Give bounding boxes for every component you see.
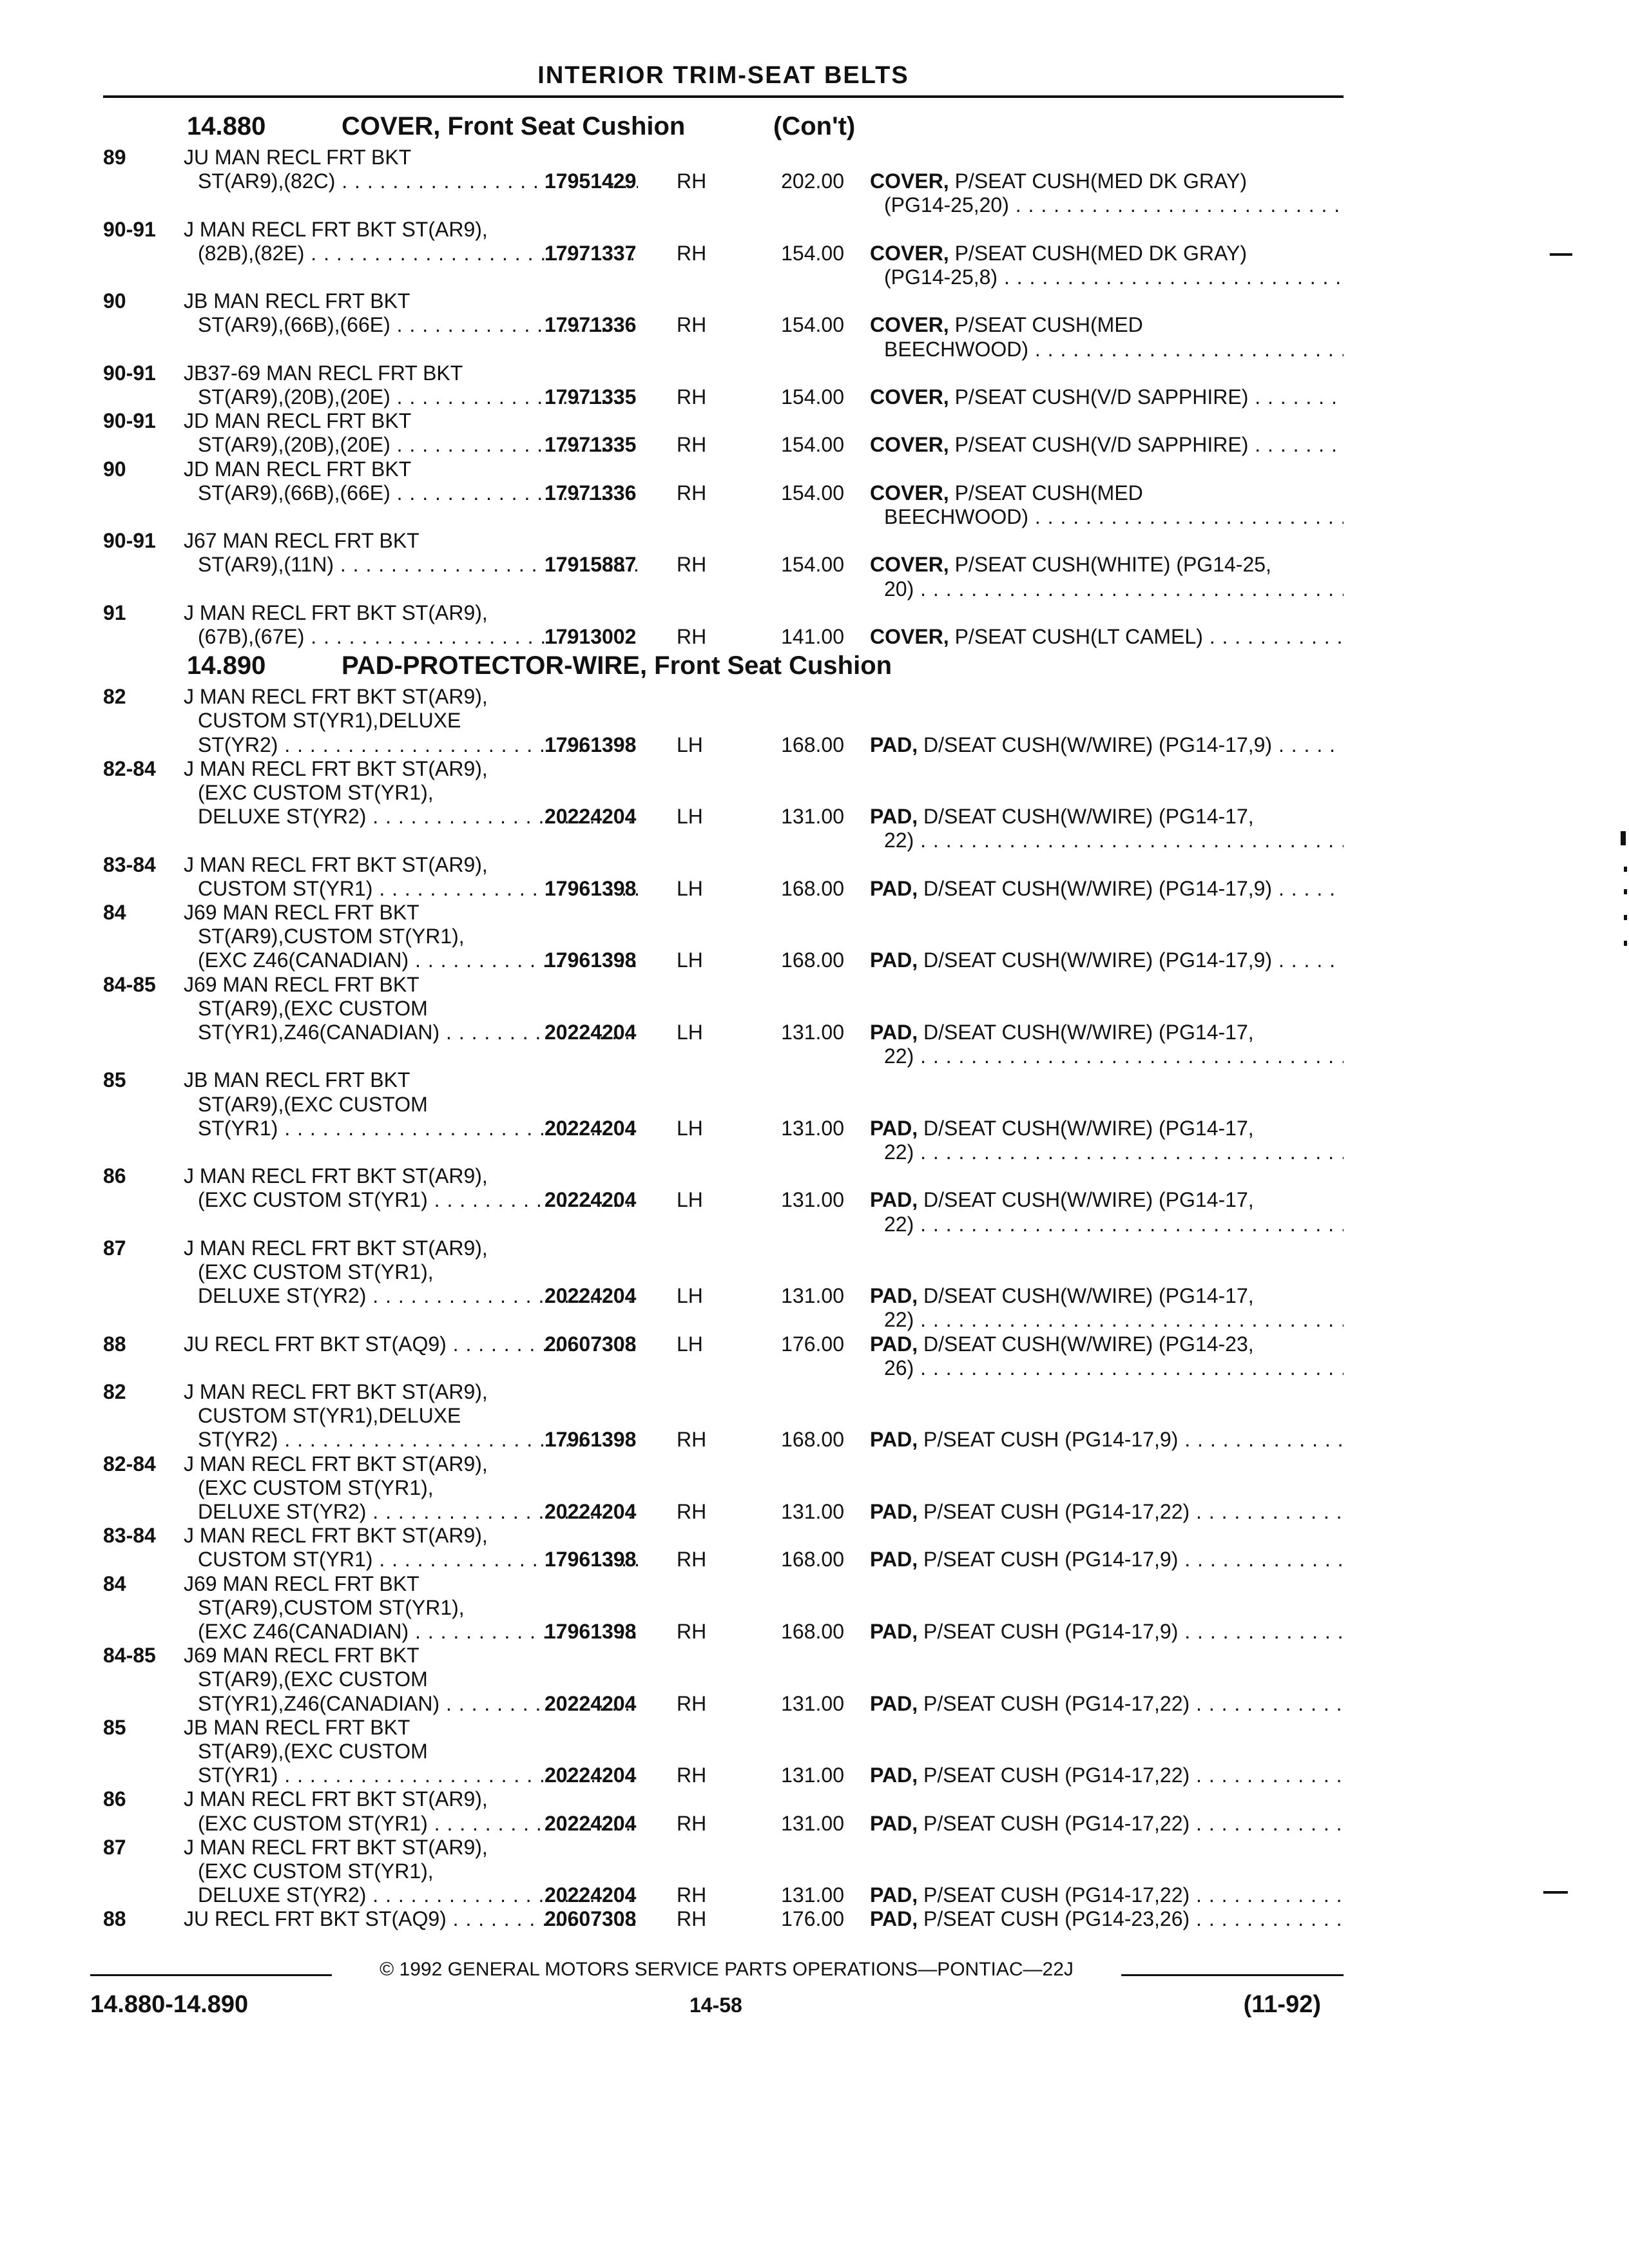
catalog-entry <box>103 1836 1344 1908</box>
side-indicator: LH <box>677 876 703 900</box>
side-indicator: RH <box>677 1620 707 1644</box>
part-description: PAD, P/SEAT CUSH (PG14-17,9) . . . <box>870 1548 1344 1571</box>
part-description: 20) . . . <box>870 577 1344 601</box>
model-description: ST(AR9),(EXC CUSTOM <box>198 1667 428 1691</box>
catalog-entry <box>103 973 1344 1069</box>
model-description: ST(YR2) . . . <box>184 733 638 757</box>
model-years: 84-85 <box>103 1644 156 1667</box>
catalog-entry <box>103 1380 1344 1452</box>
side-indicator: LH <box>677 1284 703 1308</box>
part-number: 17961398 <box>545 1548 637 1571</box>
part-description: PAD, D/SEAT CUSH(W/WIRE) (PG14-17,9) . . . <box>870 877 1344 901</box>
catalog-entry <box>103 1787 1344 1835</box>
list-price: 141.00 <box>781 624 844 648</box>
list-price: 168.00 <box>781 1548 844 1571</box>
catalog-entry <box>103 218 1344 290</box>
section-heading <box>103 649 1344 685</box>
page-title: INTERIOR TRIM-SEAT BELTS <box>537 62 909 89</box>
model-description: J MAN RECL FRT BKT ST(AR9), <box>184 685 488 709</box>
model-description: J MAN RECL FRT BKT ST(AR9), <box>184 1380 488 1403</box>
section-continued: (Con't) <box>773 112 856 140</box>
model-description: CUSTOM ST(YR1),DELUXE <box>198 709 461 733</box>
model-description: ST(AR9),(20B),(20E) . . . <box>184 385 638 409</box>
side-indicator: RH <box>677 241 707 265</box>
part-description: BEECHWOOD) . . . <box>870 505 1344 529</box>
model-description: J MAN RECL FRT BKT ST(AR9), <box>184 1524 488 1548</box>
part-number: 17913002 <box>545 624 637 648</box>
catalog-entry <box>103 409 1344 457</box>
side-indicator: RH <box>677 1500 707 1523</box>
list-price: 168.00 <box>781 876 844 900</box>
model-description: JU RECL FRT BKT ST(AQ9) . . . <box>184 1332 638 1356</box>
catalog-entry <box>103 1164 1344 1236</box>
model-description: JU MAN RECL FRT BKT <box>184 146 412 169</box>
list-price: 131.00 <box>781 1188 844 1212</box>
list-price: 154.00 <box>781 241 844 265</box>
model-description: ST(YR1) . . . <box>184 1117 638 1140</box>
part-number: 17971336 <box>545 481 637 505</box>
part-number: 20224204 <box>545 1763 637 1787</box>
model-description: J67 MAN RECL FRT BKT <box>184 529 419 553</box>
catalog-entry <box>103 1524 1344 1571</box>
model-description: ST(YR1),Z46(CANADIAN) . . . <box>184 1021 638 1044</box>
side-indicator: RH <box>677 169 707 193</box>
part-description: PAD, P/SEAT CUSH (PG14-17,22) . . . <box>870 1500 1344 1524</box>
model-years: 85 <box>103 1068 126 1092</box>
part-description: PAD, P/SEAT CUSH (PG14-17,9) . . . <box>870 1620 1344 1644</box>
model-description: JD MAN RECL FRT BKT <box>184 409 412 433</box>
model-description: J MAN RECL FRT BKT ST(AR9), <box>184 1164 488 1188</box>
part-description: COVER, P/SEAT CUSH(WHITE) (PG14-25, <box>870 553 1271 577</box>
model-description: CUSTOM ST(YR1),DELUXE <box>198 1404 461 1428</box>
model-years: 84-85 <box>103 972 156 996</box>
model-description: J MAN RECL FRT BKT ST(AR9), <box>184 1452 488 1475</box>
side-indicator: RH <box>677 481 707 505</box>
catalog-entry <box>103 1332 1344 1380</box>
catalog-entry <box>103 901 1344 973</box>
catalog-entry <box>103 853 1344 901</box>
model-description: JB MAN RECL FRT BKT <box>184 289 410 313</box>
side-indicator: LH <box>677 948 703 972</box>
part-description: PAD, D/SEAT CUSH(W/WIRE) (PG14-23, <box>870 1332 1254 1356</box>
part-description: PAD, D/SEAT CUSH(W/WIRE) (PG14-17, <box>870 1116 1254 1140</box>
part-description: BEECHWOOD) . . . <box>870 338 1344 361</box>
section-number: 14.890 <box>187 651 266 680</box>
model-years: 90-91 <box>103 529 156 553</box>
catalog-entry <box>103 457 1344 530</box>
margin-mark <box>1624 941 1627 946</box>
catalog-entry <box>103 1572 1344 1644</box>
list-price: 154.00 <box>781 433 844 457</box>
part-description: COVER, P/SEAT CUSH(MED <box>870 481 1143 505</box>
model-years: 82-84 <box>103 756 156 780</box>
list-price: 168.00 <box>781 1428 844 1452</box>
part-description: PAD, P/SEAT CUSH (PG14-23,26) . . . <box>870 1907 1344 1931</box>
parts-catalog <box>103 110 1344 1932</box>
part-description: 22) . . . <box>870 1308 1344 1332</box>
section-name: COVER, Front Seat Cushion <box>342 112 686 140</box>
model-description: (EXC CUSTOM ST(YR1) . . . <box>184 1812 638 1836</box>
footer-rule-left <box>90 1974 332 1976</box>
list-price: 131.00 <box>781 1811 844 1835</box>
footer-rule-right <box>1121 1974 1344 1976</box>
part-description: COVER, P/SEAT CUSH(V/D SAPPHIRE) . . . <box>870 385 1344 409</box>
part-description: COVER, P/SEAT CUSH(LT CAMEL) . . . <box>870 625 1344 649</box>
model-description: DELUXE ST(YR2) . . . <box>184 1500 638 1524</box>
model-description: J MAN RECL FRT BKT ST(AR9), <box>184 1835 488 1859</box>
catalog-entry <box>103 1068 1344 1164</box>
part-number: 20224204 <box>545 1188 637 1212</box>
part-description: (PG14-25,20) . . . <box>870 193 1344 217</box>
catalog-entry <box>103 289 1344 361</box>
side-indicator: RH <box>677 553 707 577</box>
model-years: 89 <box>103 146 126 169</box>
model-description: ST(AR9),(11N) . . . <box>184 553 638 577</box>
catalog-entry <box>103 1716 1344 1788</box>
model-years: 90 <box>103 457 126 481</box>
part-description: 22) . . . <box>870 1140 1344 1164</box>
list-price: 131.00 <box>781 1883 844 1907</box>
part-number: 17915887 <box>545 553 637 577</box>
list-price: 176.00 <box>781 1332 844 1356</box>
part-description: COVER, P/SEAT CUSH(V/D SAPPHIRE) . . . <box>870 433 1344 457</box>
model-description: ST(AR9),(82C) . . . <box>184 169 638 193</box>
part-number: 17971335 <box>545 433 637 457</box>
model-description: J MAN RECL FRT BKT ST(AR9), <box>184 852 488 876</box>
list-price: 131.00 <box>781 1763 844 1787</box>
list-price: 131.00 <box>781 1691 844 1715</box>
model-description: (EXC CUSTOM ST(YR1), <box>198 1475 434 1499</box>
margin-mark <box>1624 915 1627 920</box>
margin-mark <box>1550 253 1572 256</box>
copyright-notice: © 1992 GENERAL MOTORS SERVICE PARTS OPERATIONS—PONTIAC—22J <box>380 1959 1074 1980</box>
list-price: 168.00 <box>781 948 844 972</box>
model-years: 83-84 <box>103 1524 156 1548</box>
model-description: ST(AR9),(EXC CUSTOM <box>198 1740 428 1763</box>
model-description: J MAN RECL FRT BKT ST(AR9), <box>184 1236 488 1260</box>
list-price: 176.00 <box>781 1907 844 1931</box>
part-number: 17961398 <box>545 1620 637 1644</box>
section-number: 14.880 <box>187 112 266 140</box>
part-description: COVER, P/SEAT CUSH(MED <box>870 313 1143 337</box>
list-price: 131.00 <box>781 805 844 829</box>
model-description: (EXC CUSTOM ST(YR1), <box>198 1260 434 1283</box>
side-indicator: LH <box>677 733 703 756</box>
part-description: PAD, D/SEAT CUSH(W/WIRE) (PG14-17, <box>870 1021 1254 1044</box>
model-description: ST(YR1) . . . <box>184 1763 638 1787</box>
model-years: 90 <box>103 289 126 313</box>
catalog-entry <box>103 1452 1344 1524</box>
part-description: PAD, P/SEAT CUSH (PG14-17,9) . . . <box>870 1428 1344 1452</box>
part-description: PAD, P/SEAT CUSH (PG14-17,22) . . . <box>870 1883 1344 1907</box>
model-years: 88 <box>103 1907 126 1931</box>
model-description: (EXC Z46(CANADIAN) . . . <box>184 1620 638 1644</box>
part-number: 20607308 <box>545 1332 637 1356</box>
model-years: 84 <box>103 901 126 924</box>
side-indicator: RH <box>677 1691 707 1715</box>
model-years: 87 <box>103 1835 126 1859</box>
page-header <box>103 62 1344 101</box>
part-description: 22) . . . <box>870 829 1344 852</box>
part-number: 20224204 <box>545 1883 637 1907</box>
model-description: J MAN RECL FRT BKT ST(AR9), <box>184 217 488 241</box>
catalog-entry <box>103 757 1344 853</box>
model-years: 90-91 <box>103 217 156 241</box>
model-description: ST(AR9),(66B),(66E) . . . <box>184 313 638 337</box>
margin-mark <box>1543 1891 1568 1894</box>
model-years: 90-91 <box>103 409 156 433</box>
side-indicator: RH <box>677 1811 707 1835</box>
side-indicator: RH <box>677 1548 707 1571</box>
part-number: 17961398 <box>545 1428 637 1452</box>
side-indicator: RH <box>677 1883 707 1907</box>
model-description: J MAN RECL FRT BKT ST(AR9), <box>184 1787 488 1811</box>
part-number: 20224204 <box>545 1021 637 1044</box>
page-number: 14-58 <box>689 1994 742 2017</box>
side-indicator: LH <box>677 805 703 829</box>
list-price: 131.00 <box>781 1021 844 1044</box>
list-price: 168.00 <box>781 733 844 756</box>
model-description: ST(AR9),CUSTOM ST(YR1), <box>198 1595 465 1619</box>
part-number: 20224204 <box>545 1691 637 1715</box>
model-description: ST(YR2) . . . <box>184 1428 638 1452</box>
model-description: (82B),(82E) . . . <box>184 242 638 265</box>
part-description: PAD, D/SEAT CUSH(W/WIRE) (PG14-17,9) . . . <box>870 948 1344 972</box>
page-footer <box>90 1959 1347 2030</box>
model-description: CUSTOM ST(YR1) . . . <box>184 1548 638 1571</box>
part-number: 17961398 <box>545 948 637 972</box>
part-description: COVER, P/SEAT CUSH(MED DK GRAY) <box>870 241 1247 265</box>
model-years: 88 <box>103 1332 126 1356</box>
part-description: 26) . . . <box>870 1356 1344 1380</box>
part-number: 20224204 <box>545 1500 637 1523</box>
part-description: 22) . . . <box>870 1044 1344 1068</box>
model-years: 86 <box>103 1787 126 1811</box>
list-price: 168.00 <box>781 1620 844 1644</box>
margin-mark <box>1624 889 1627 894</box>
model-description: JD MAN RECL FRT BKT <box>184 457 412 481</box>
model-description: (67B),(67E) . . . <box>184 625 638 649</box>
catalog-entry <box>103 146 1344 218</box>
catalog-entry <box>103 361 1344 409</box>
side-indicator: RH <box>677 385 707 408</box>
side-indicator: RH <box>677 1428 707 1452</box>
side-indicator: RH <box>677 1907 707 1931</box>
section-range: 14.880-14.890 <box>90 1991 249 2018</box>
part-description: PAD, D/SEAT CUSH(W/WIRE) (PG14-17, <box>870 1284 1254 1308</box>
model-description: (EXC Z46(CANADIAN) . . . <box>184 948 638 972</box>
model-years: 86 <box>103 1164 126 1188</box>
part-description: PAD, D/SEAT CUSH(W/WIRE) (PG14-17, <box>870 1188 1254 1212</box>
list-price: 154.00 <box>781 313 844 337</box>
part-description: PAD, P/SEAT CUSH (PG14-17,22) . . . <box>870 1812 1344 1836</box>
model-description: CUSTOM ST(YR1) . . . <box>184 877 638 901</box>
model-description: DELUXE ST(YR2) . . . <box>184 1284 638 1308</box>
model-description: ST(AR9),(EXC CUSTOM <box>198 996 428 1020</box>
header-rule <box>103 95 1344 98</box>
model-description: ST(AR9),(EXC CUSTOM <box>198 1092 428 1116</box>
model-description: DELUXE ST(YR2) . . . <box>184 805 638 829</box>
model-description: (EXC CUSTOM ST(YR1) . . . <box>184 1188 638 1212</box>
catalog-entry <box>103 529 1344 601</box>
part-number: 20607308 <box>545 1907 637 1931</box>
section-heading <box>103 110 1344 146</box>
model-description: J MAN RECL FRT BKT ST(AR9), <box>184 756 488 780</box>
side-indicator: LH <box>677 1332 703 1356</box>
list-price: 154.00 <box>781 481 844 505</box>
catalog-entry <box>103 1644 1344 1716</box>
model-description: ST(AR9),(20B),(20E) . . . <box>184 433 638 457</box>
model-years: 82 <box>103 1380 126 1403</box>
part-description: COVER, P/SEAT CUSH(MED DK GRAY) <box>870 169 1247 193</box>
revision-date: (11-92) <box>1243 1991 1321 2018</box>
model-description: ST(AR9),(66B),(66E) . . . <box>184 481 638 505</box>
part-number: 20224204 <box>545 1116 637 1140</box>
side-indicator: LH <box>677 1116 703 1140</box>
list-price: 154.00 <box>781 385 844 408</box>
part-number: 17971337 <box>545 241 637 265</box>
model-description: J69 MAN RECL FRT BKT <box>184 972 419 996</box>
model-years: 85 <box>103 1715 126 1739</box>
model-years: 90-91 <box>103 361 156 385</box>
model-years: 91 <box>103 601 126 624</box>
model-years: 82 <box>103 685 126 709</box>
model-description: J69 MAN RECL FRT BKT <box>184 1571 419 1595</box>
side-indicator: RH <box>677 624 707 648</box>
side-indicator: RH <box>677 313 707 337</box>
part-description: PAD, D/SEAT CUSH(W/WIRE) (PG14-17, <box>870 805 1254 829</box>
model-description: JB MAN RECL FRT BKT <box>184 1068 410 1092</box>
margin-mark <box>1621 831 1626 845</box>
model-description: (EXC CUSTOM ST(YR1), <box>198 781 434 804</box>
part-number: 17971336 <box>545 313 637 337</box>
list-price: 202.00 <box>781 169 844 193</box>
part-description: PAD, D/SEAT CUSH(W/WIRE) (PG14-17,9) . . . <box>870 733 1344 757</box>
model-description: DELUXE ST(YR2) . . . <box>184 1883 638 1907</box>
part-number: 20224204 <box>545 1284 637 1308</box>
section-name: PAD-PROTECTOR-WIRE, Front Seat Cushion <box>342 651 892 680</box>
model-description: JB37-69 MAN RECL FRT BKT <box>184 361 463 385</box>
list-price: 131.00 <box>781 1284 844 1308</box>
model-description: (EXC CUSTOM ST(YR1), <box>198 1860 434 1883</box>
part-description: PAD, P/SEAT CUSH (PG14-17,22) . . . <box>870 1692 1344 1716</box>
model-description: J69 MAN RECL FRT BKT <box>184 1644 419 1667</box>
part-number: 17961398 <box>545 876 637 900</box>
catalog-entry <box>103 1907 1344 1931</box>
part-description: 22) . . . <box>870 1213 1344 1236</box>
model-description: JB MAN RECL FRT BKT <box>184 1715 410 1739</box>
list-price: 154.00 <box>781 553 844 577</box>
model-description: JU RECL FRT BKT ST(AQ9) . . . <box>184 1907 638 1931</box>
side-indicator: RH <box>677 433 707 457</box>
part-number: 20224204 <box>545 805 637 829</box>
model-description: ST(AR9),CUSTOM ST(YR1), <box>198 925 465 948</box>
part-description: PAD, P/SEAT CUSH (PG14-17,22) . . . <box>870 1763 1344 1787</box>
part-description: (PG14-25,8) . . . <box>870 265 1344 289</box>
part-number: 20224204 <box>545 1811 637 1835</box>
model-years: 84 <box>103 1571 126 1595</box>
side-indicator: LH <box>677 1021 703 1044</box>
list-price: 131.00 <box>781 1500 844 1523</box>
model-years: 87 <box>103 1236 126 1260</box>
model-description: ST(YR1),Z46(CANADIAN) . . . <box>184 1692 638 1716</box>
margin-mark <box>1624 867 1627 872</box>
model-years: 82-84 <box>103 1452 156 1475</box>
catalog-entry <box>103 1236 1344 1332</box>
side-indicator: LH <box>677 1188 703 1212</box>
part-number: 17961398 <box>545 733 637 756</box>
catalog-entry <box>103 601 1344 649</box>
model-description: J MAN RECL FRT BKT ST(AR9), <box>184 601 488 624</box>
part-number: 17971335 <box>545 385 637 408</box>
model-description: J69 MAN RECL FRT BKT <box>184 901 419 924</box>
side-indicator: RH <box>677 1763 707 1787</box>
part-number: 17951429 <box>545 169 637 193</box>
catalog-entry <box>103 685 1344 757</box>
list-price: 131.00 <box>781 1116 844 1140</box>
model-years: 83-84 <box>103 852 156 876</box>
